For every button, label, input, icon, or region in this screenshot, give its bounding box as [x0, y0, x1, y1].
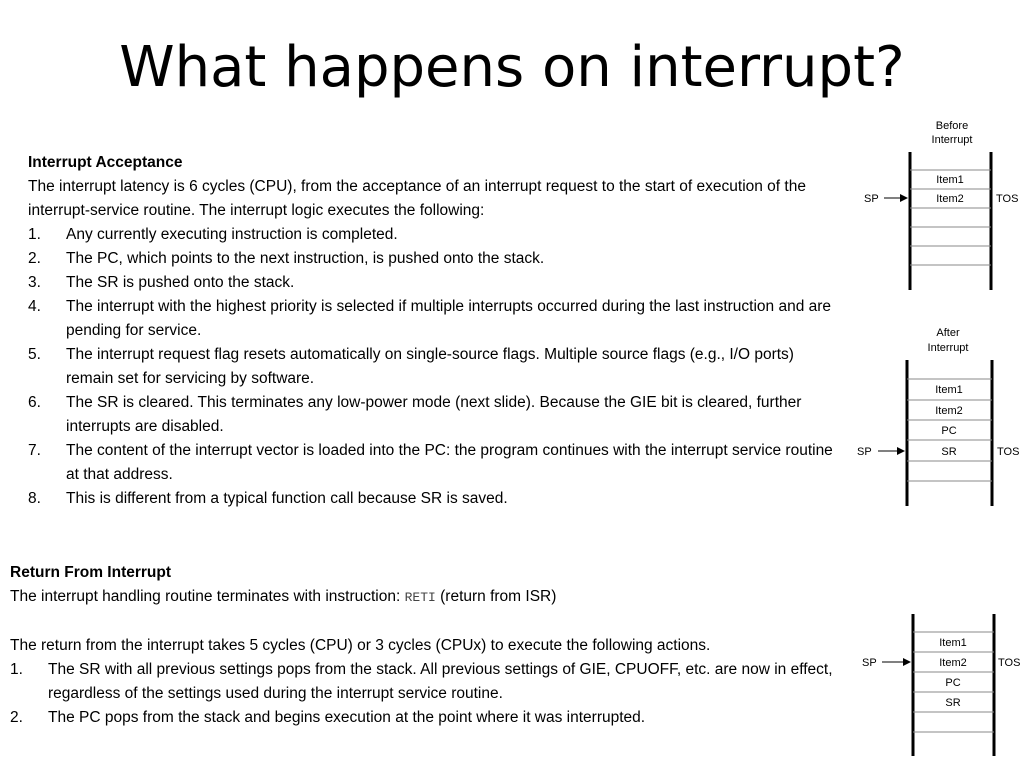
before-caption-line1: Before	[935, 120, 969, 132]
list-text: The SR with all previous settings pops from the stack. All previous settings of GIE, CPUOFF, etc. are now in effect, regardless of the settings used during the interrupt service routine.	[48, 661, 833, 702]
list-number: 6.	[28, 394, 41, 411]
list-number: 2.	[10, 709, 23, 726]
list-text: This is different from a typical function call because SR is saved.	[66, 490, 508, 507]
stack-cell-label: Item2	[936, 193, 964, 205]
stack-cell-label: SR	[941, 446, 957, 458]
list-number: 1.	[10, 661, 23, 678]
slide-title: What happens on interrupt?	[119, 35, 905, 100]
list-text: The PC pops from the stack and begins execution at the point where it was interrupted.	[48, 709, 646, 726]
list-number: 2.	[28, 250, 41, 267]
stack-cell-label: Item1	[935, 384, 963, 396]
tos-label: TOS	[996, 193, 1019, 205]
return-line-prefix: The interrupt handling routine terminates with instruction:	[10, 588, 405, 605]
list-number: 4.	[28, 298, 41, 315]
stack-cell-label: PC	[941, 425, 957, 437]
return-stack-diagram	[882, 614, 994, 756]
acceptance-intro: The interrupt latency is 6 cycles (CPU), from the acceptance of an interrupt request to the start of execution of the interrupt-service routine. The interrupt logic executes the following:	[28, 178, 806, 219]
before-caption-line2: Interrupt	[931, 134, 973, 146]
sp-label: SP	[864, 193, 879, 205]
stack-cell-label: PC	[945, 677, 961, 689]
return-line-suffix: (return from ISR)	[435, 588, 557, 605]
list-text: Any currently executing instruction is completed.	[66, 226, 398, 243]
tos-label: TOS	[998, 657, 1021, 669]
return-intro: The return from the interrupt takes 5 cycles (CPU) or 3 cycles (CPUx) to execute the following actions.	[10, 637, 711, 654]
sp-label: SP	[857, 446, 872, 458]
tos-label: TOS	[997, 446, 1020, 458]
list-number: 5.	[28, 346, 41, 363]
acceptance-heading: Interrupt Acceptance	[28, 154, 183, 171]
after-stack-diagram	[878, 360, 992, 506]
sp-label: SP	[862, 657, 877, 669]
list-text: The content of the interrupt vector is loaded into the PC: the program continues with the interrupt service routine at that address.	[66, 442, 833, 483]
stack-cell-label: Item2	[935, 405, 963, 417]
before-stack-diagram	[884, 152, 991, 290]
list-number: 8.	[28, 490, 41, 507]
reti-instruction: RETI	[404, 590, 436, 605]
after-caption-line2: Interrupt	[927, 342, 969, 354]
list-number: 1.	[28, 226, 41, 243]
stack-cell-label: SR	[945, 697, 961, 709]
list-number: 3.	[28, 274, 41, 291]
stack-cell-label: Item2	[939, 657, 967, 669]
list-text: The PC, which points to the next instruction, is pushed onto the stack.	[66, 250, 545, 267]
list-text: The interrupt with the highest priority is selected if multiple interrupts occurred during the last instruction and are pending for service.	[66, 298, 832, 339]
return-heading: Return From Interrupt	[10, 564, 172, 581]
after-caption-line1: After	[936, 327, 960, 339]
stack-cell-label: Item1	[939, 637, 967, 649]
list-text: The interrupt request flag resets automatically on single-source flags. Multiple source flags (e.g., I/O ports) remain set for servicing by software.	[66, 346, 794, 387]
stack-cell-label: Item1	[936, 174, 964, 186]
list-number: 7.	[28, 442, 41, 459]
list-text: The SR is cleared. This terminates any low-power mode (next slide). Because the GIE bit is cleared, further interrupts are disabled.	[66, 394, 802, 435]
list-text: The SR is pushed onto the stack.	[66, 274, 295, 291]
